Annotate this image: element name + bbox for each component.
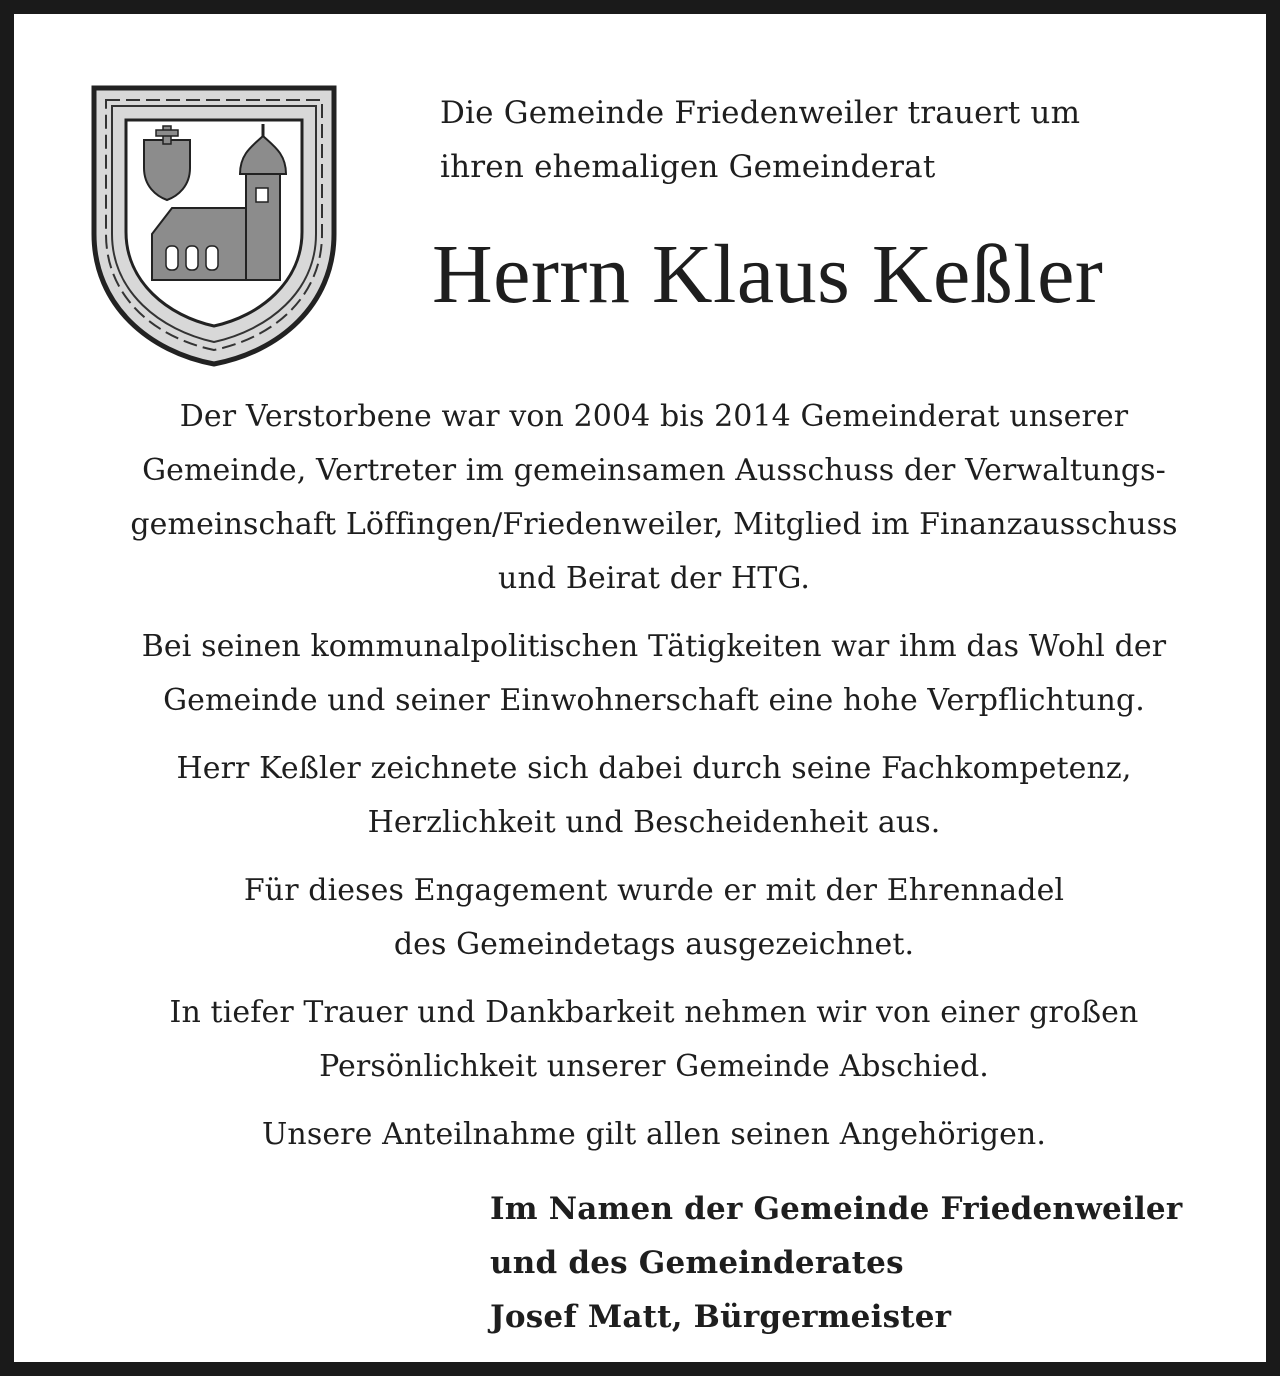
intro-line: Die Gemeinde Friedenweiler trauert um bbox=[440, 95, 1081, 131]
body-line: des Gemeindetags ausgezeichnet. bbox=[393, 927, 915, 962]
body-line: Unsere Anteilnahme gilt allen seinen Angehörigen. bbox=[262, 1117, 1046, 1152]
body-line: Bei seinen kommunalpolitischen Tätigkeiten war ihm das Wohl der bbox=[141, 629, 1167, 664]
intro-text bbox=[440, 86, 1080, 194]
deceased-name: Herrn Klaus Keßler bbox=[432, 228, 1104, 321]
body-line: Persönlichkeit unserer Gemeinde Abschied. bbox=[319, 1049, 989, 1084]
body-line: gemeinschaft Löffingen/Friedenweiler, Mitglied im Finanzausschuss bbox=[130, 507, 1178, 542]
body-line: Herr Keßler zeichnete sich dabei durch seine Fachkompetenz, bbox=[176, 751, 1132, 786]
coat-of-arms-icon bbox=[90, 84, 338, 368]
intro-line: ihren ehemaligen Gemeinderat bbox=[440, 149, 936, 185]
body-line: Gemeinde, Vertreter im gemeinsamen Ausschuss der Verwaltungs- bbox=[142, 453, 1166, 488]
signature-line: und des Gemeinderates bbox=[490, 1245, 904, 1281]
signature-line: Josef Matt, Bürgermeister bbox=[490, 1299, 952, 1335]
obituary-body bbox=[74, 376, 1234, 1176]
signature-line: Im Namen der Gemeinde Friedenweiler bbox=[490, 1191, 1183, 1227]
body-line: Gemeinde und seiner Einwohnerschaft eine hohe Verpflichtung. bbox=[163, 683, 1145, 718]
body-line: In tiefer Trauer und Dankbarkeit nehmen wir von einer großen bbox=[169, 995, 1139, 1030]
body-line: Der Verstorbene war von 2004 bis 2014 Gemeinderat unserer bbox=[179, 399, 1129, 434]
signature-block bbox=[490, 1182, 1182, 1344]
body-line: Herzlichkeit und Bescheidenheit aus. bbox=[367, 805, 941, 840]
body-line: und Beirat der HTG. bbox=[498, 561, 810, 596]
body-line: Für dieses Engagement wurde er mit der Ehrennadel bbox=[243, 873, 1065, 908]
